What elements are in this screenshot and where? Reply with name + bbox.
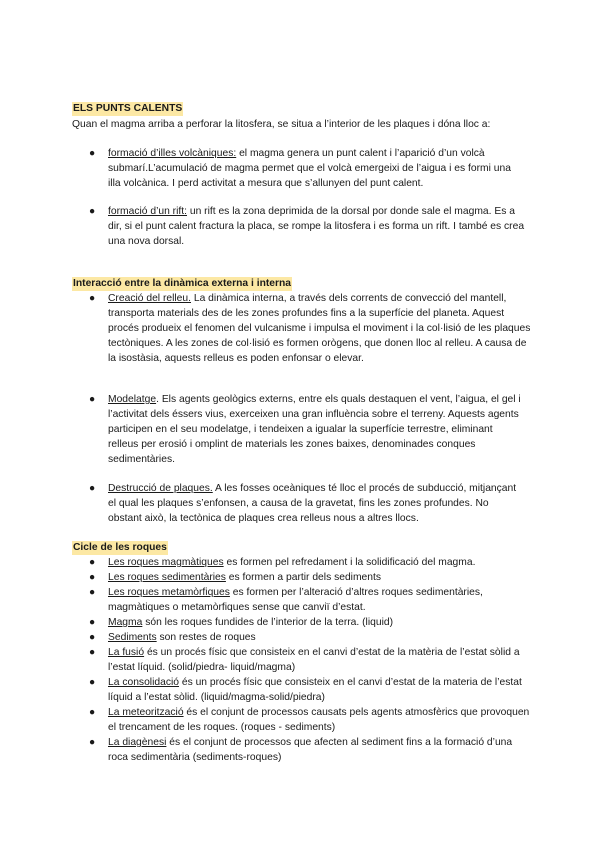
list-item-term: Destrucció de plaques.	[108, 483, 213, 494]
list-item	[108, 555, 530, 570]
bullet-icon: ●	[89, 394, 96, 405]
list-item-text: son restes de roques	[156, 632, 256, 643]
intro-paragraph: Quan el magma arriba a perforar la litosfera, se situa a l’interior de les plaques i dóna lloc a:	[72, 119, 491, 130]
bullet-icon: ●	[89, 572, 96, 583]
list-item	[108, 630, 530, 645]
list-item-text: és el conjunt de processos causats pels agents atmosfèrics que provoquen el trencament de les roques. (roques - sediments)	[108, 707, 530, 733]
list-item-text: és un procés físic que consisteix en el canvi d’estat de la matèria de l’estat sòlid a l’estat líquid. (solid/piedra- liquid/magma)	[108, 647, 520, 673]
list-item	[108, 392, 524, 467]
list-item	[108, 570, 530, 585]
bullet-icon: ●	[89, 737, 96, 748]
list-item	[108, 585, 528, 615]
list-item-term: Les roques metamòrfiques	[108, 587, 230, 598]
list-item-term: Magma	[108, 617, 143, 628]
bullet-icon: ●	[89, 557, 96, 568]
list-item-term: Creació del relleu.	[108, 293, 191, 304]
bullet-icon: ●	[89, 632, 96, 643]
bullet-icon: ●	[89, 483, 96, 494]
list-item	[108, 615, 530, 630]
list-item-text: el magma genera un punt calent i l’aparició d’un volcà submarí.L’acumulació de magma permet que el volcà emergeixi de l’aigua i es formi una illa volcànica. I perd activitat a mesura que s’allunyen del punt calent.	[108, 148, 511, 189]
list-item-term: Les roques magmàtiques	[108, 557, 224, 568]
bullet-icon: ●	[89, 206, 96, 217]
heading-cicle-roques: Cicle de les roques	[73, 542, 167, 553]
bullet-icon: ●	[89, 647, 96, 658]
heading-interaccio: Interacció entre la dinàmica externa i interna	[73, 278, 292, 289]
list-item	[108, 645, 530, 675]
list-item-term: La meteorització	[108, 707, 184, 718]
bullet-icon: ●	[89, 707, 96, 718]
list-item-term: La fusió	[108, 647, 145, 658]
list-item-term: La consolidació	[108, 677, 179, 688]
list-item-text: . Els agents geològics externs, entre els quals destaquen el vent, l’aigua, el gel i l’activitat dels éssers vius, exerceixen una gran influència sobre el terreny. Aquests agents participen en el seu modelatge, i tendeixen a igualar la superfície terrestre, eliminant relleus per erosió i omplint de materials les zones baixes, denominades conques sedimentàries.	[108, 394, 521, 465]
bullet-icon: ●	[89, 677, 96, 688]
list-item-term: La diagènesi	[108, 737, 167, 748]
list-item-text: és un procés físic que consisteix en el canvi d’estat de la materia de l’estat líquid a l’estat sòlid. (liquid/magma-solid/piedra)	[108, 677, 522, 703]
list-item-term: Les roques sedimentàries	[108, 572, 226, 583]
list-item	[108, 204, 526, 249]
list-item	[108, 705, 530, 735]
bullet-icon: ●	[89, 617, 96, 628]
list-item	[108, 291, 533, 366]
list-item-text: es formen a partir dels sediments	[225, 572, 382, 583]
bullet-icon: ●	[89, 293, 96, 304]
list-item-text: són les roques fundides de l’interior de la terra. (liquid)	[142, 617, 394, 628]
bullet-icon: ●	[89, 587, 96, 598]
list-item-text: La dinàmica interna, a través dels corrents de convecció del mantell, transporta materials des de les zones profundes fins a la superfície del planeta. Aquest procés produeix el fenomen del vulcanisme i impulsa el moviment i la col·lisió de les plaques tectòniques. A les zones de col·lisió es formen orògens, que donen lloc al relleu. A causa de la isostàsia, aquests relleus es poden enfonsar o elevar.	[108, 293, 531, 364]
list-item-text: es formen pel refredament i la solidificació del magma.	[223, 557, 476, 568]
list-item-term: Modelatge	[108, 394, 157, 405]
list-item-text: es formen per l’alteració d’altres roques sedimentàries, magmàtiques o metamòrfiques sense que canviï d’estat.	[108, 587, 483, 613]
list-item-term: Sediments	[108, 632, 157, 643]
list-item-term: formació d’un rift:	[108, 206, 187, 217]
list-item	[108, 675, 530, 705]
bullet-icon: ●	[89, 148, 96, 159]
list-item-text: és el conjunt de processos que afecten al sediment fins a la formació d’una roca sedimentària (sediments-roques)	[108, 737, 513, 763]
list-item	[108, 481, 523, 526]
list-item-term: formació d’illes volcàniques:	[108, 148, 237, 159]
list-item-text: A les fosses oceàniques té lloc el procés de subducció, mitjançant el qual les plaques s’enfonsen, a causa de la gravetat, fins les zones profundes. No obstant això, la tectònica de plaques crea relleus nous a altres llocs.	[108, 483, 517, 524]
list-item	[108, 146, 526, 191]
list-item-text: un rift es la zona deprimida de la dorsal por donde sale el magma. Es a dir, si el punt calent fractura la placa, se rompe la litosfera i es forma un rift. I també es crea una nova dorsal.	[108, 206, 525, 247]
heading-punts-calents: ELS PUNTS CALENTS	[73, 103, 183, 114]
list-item	[108, 735, 530, 765]
